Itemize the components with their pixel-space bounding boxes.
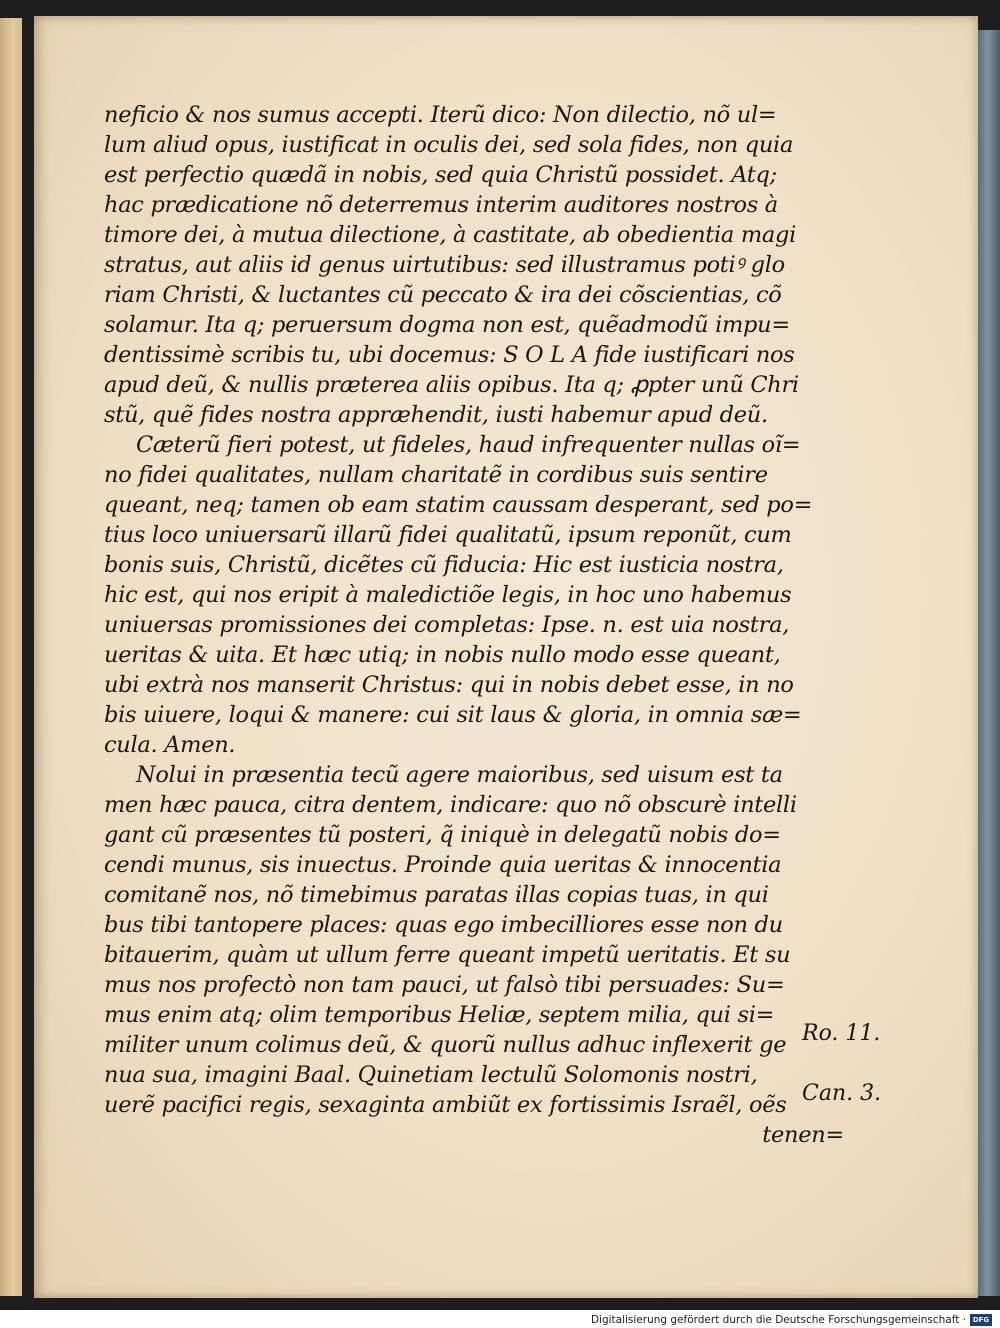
book-page [34,16,978,1298]
text-line: bitauerim, quàm ut ullum ferre queant impetũ ueritatis. Et su [104,942,791,968]
paragraph-start-line: Cæterũ fieri potest, ut fideles, haud infrequenter nullas oĩ= [136,432,801,458]
text-line: cendi munus, sis inuectus. Proinde quia ueritas & innocentia [104,852,782,878]
text-line: gant cũ præsentes tũ posteri, q̃ iniquè in delegatũ nobis do= [104,822,781,848]
text-line: queant, neq; tamen ob eam statim caussam desperant, sed po= [104,492,813,518]
text-line: men hæc pauca, citra dentem, indicare: quo nõ obscurè intelli [104,792,797,818]
margin-note-romans: Ro. 11. [802,1021,881,1046]
text-line: hac prædicatione nõ deterremus interim auditores nostros à [104,192,778,218]
book-cover-edge [978,30,1000,1296]
catchword: tenen= [762,1122,844,1148]
text-line: hic est, qui nos eripit à maledictiõe legis, in hoc uno habemus [104,582,792,608]
text-line: bus tibi tantopere places: quas ego imbecilliores esse non du [104,912,783,938]
text-line: ueritas & uita. Et hæc utiq; in nobis nullo modo esse queant, [104,642,781,668]
text-line: est perfectio quædã in nobis, sed quia Christũ possidet. Atq; [104,162,777,188]
text-line: mus nos profectò non tam pauci, ut falsò tibi persuades: Su= [104,972,785,998]
text-line: uerẽ pacifici regis, sexaginta ambiũt ex fortissimis Israẽl, oẽs [104,1092,787,1118]
text-line: no fidei qualitates, nullam charitatẽ in cordibus suis sentire [104,462,768,488]
text-line: tius loco uniuersarũ illarũ fidei qualitatũ, ipsum reponũt, cum [104,522,792,548]
text-line: stratus, aut aliis id genus uirtutibus: sed illustramus potiꝰ glo [104,252,785,278]
text-line: militer unum colimus deũ, & quorũ nullus adhuc inflexerit ge [104,1032,787,1058]
text-line: comitanẽ nos, nõ timebimus paratas illas copias tuas, in qui [104,882,769,908]
paragraph-start-line: Nolui in præsentia tecũ agere maioribus, sed uisum est ta [136,762,783,788]
text-line: mus enim atq; olim temporibus Heliæ, septem milia, qui si= [104,1002,775,1028]
digitization-credit [591,1311,992,1328]
text-line: uniuersas promissiones dei completas: Ipse. n. est uia nostra, [104,612,790,638]
previous-page-edge [0,18,22,1296]
text-line: stũ, quẽ fides nostra appræhendit, iusti habemur apud deũ. [104,402,768,428]
page-text-block [104,100,844,1150]
text-line: bonis suis, Christũ, dicẽtes cũ fiducia: Hic est iusticia nostra, [104,552,784,578]
funding-credit-text: Digitalisierung gefördert durch die Deutsche Forschungsgemeinschaft · [590,1313,966,1326]
text-line: nua sua, imagini Baal. Quinetiam lectulũ Solomonis nostri, [104,1062,758,1088]
text-line: cula. Amen. [104,732,236,758]
text-line: riam Christi, & luctantes cũ peccato & ira dei cõscientias, cõ [104,282,782,308]
text-line: bis uiuere, loqui & manere: cui sit laus & gloria, in omnia sæ= [104,702,802,728]
text-line: dentissimè scribis tu, ubi docemus: S O L A fide iustificari nos [104,342,795,368]
text-line: timore dei, à mutua dilectione, à castitate, ab obedientia magi [104,222,797,248]
text-line: ubi extrà nos manserit Christus: qui in nobis debet esse, in no [104,672,794,698]
margin-note-canticum: Can. 3. [802,1081,882,1106]
text-line: lum aliud opus, iustificat in oculis dei, sed sola fides, non quia [104,132,794,158]
text-line: apud deũ, & nullis præterea aliis opibus. Ita q; ꝓpter unũ Chri [104,372,799,398]
dfg-logo-icon: DFG [970,1314,992,1326]
text-line: solamur. Ita q; peruersum dogma non est, quẽadmodũ impu= [104,312,790,338]
text-line: neficio & nos sumus accepti. Iterũ dico: Non dilectio, nõ ul= [104,102,777,128]
